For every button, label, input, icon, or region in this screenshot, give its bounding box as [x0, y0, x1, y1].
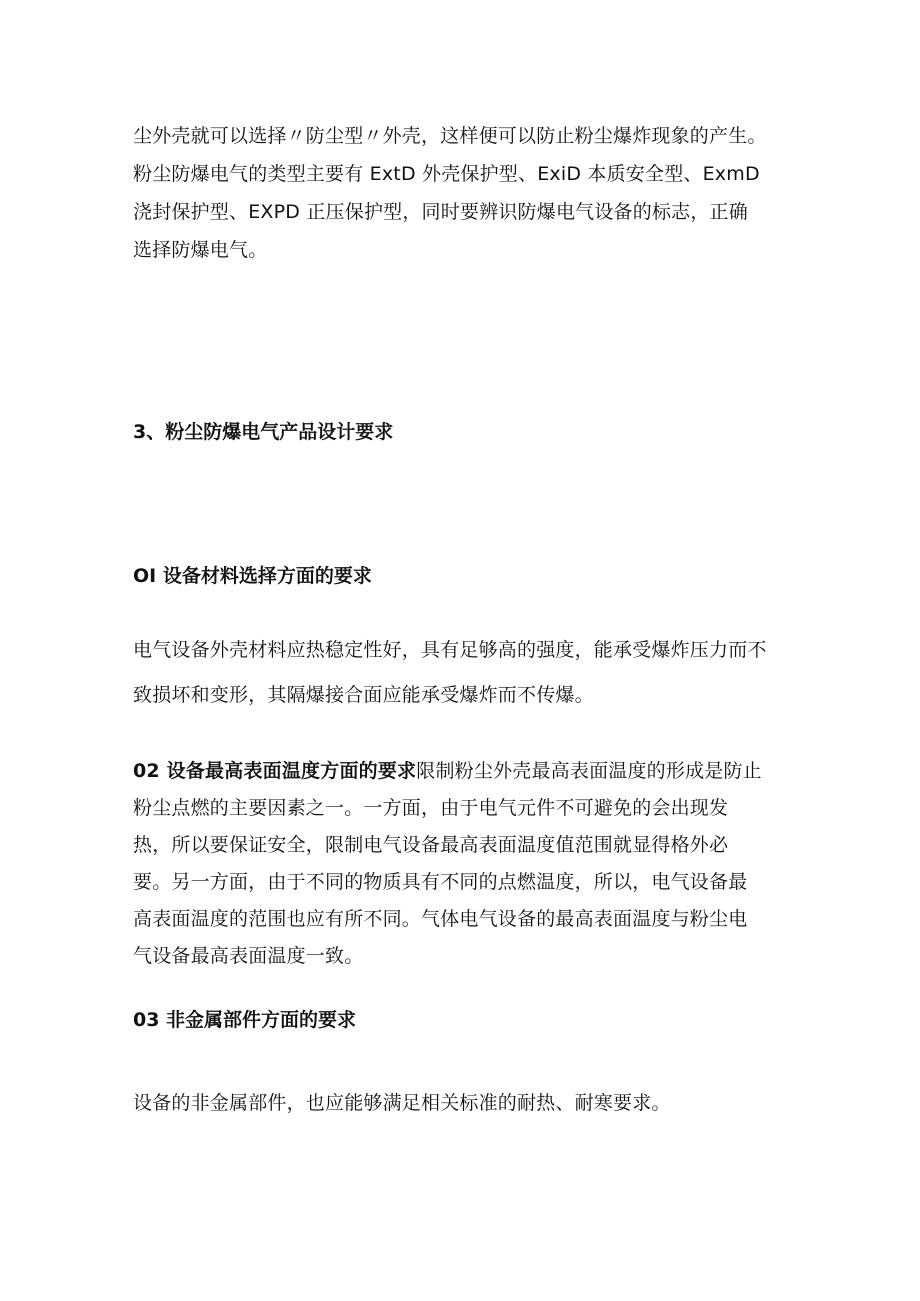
req02-first-line-text: 限制粉尘外壳最高表面温度的形成是防止 [416, 760, 762, 782]
req02-heading: 02 设备最高表面温度方面的要求 [133, 760, 417, 782]
req03-body: 设备的非金属部件，也应能够满足相关标准的耐热、耐寒要求。 [133, 1092, 671, 1114]
intro-line: 浇封保护型、EXPD 正压保护型，同时要辨识防爆电气设备的标志，正确 [133, 201, 748, 223]
req03-heading: 03 非金属部件方面的要求 [133, 1009, 357, 1031]
req02-line: 热，所以要保证安全，限制电气设备最高表面温度值范围就显得格外必 [133, 834, 729, 856]
section-heading: 3、粉尘防爆电气产品设计要求 [133, 421, 394, 443]
intro-line: 选择防爆电气。 [133, 239, 268, 261]
req01-line: 电气设备外壳材料应热稳定性好，具有足够高的强度，能承受爆炸压力而不 [133, 639, 767, 661]
req01-heading: OI 设备材料选择方面的要求 [133, 565, 372, 587]
req02-line: 要。另一方面，由于不同的物质具有不同的点燃温度，所以，电气设备最 [133, 871, 748, 893]
req02-line: 粉尘点燃的主要因素之一。一方面，由于电气元件不可避免的会出现发 [133, 797, 729, 819]
intro-line: 粉尘防爆电气的类型主要有 ExtD 外壳保护型、ExiD 本质安全型、ExmD [133, 163, 760, 185]
req02-paragraph [133, 753, 798, 975]
intro-paragraph [133, 117, 798, 269]
req02-line: 高表面温度的范围也应有所不同。气体电气设备的最高表面温度与粉尘电 [133, 908, 748, 930]
intro-line: 尘外壳就可以选择〃防尘型〃外壳，这样便可以防止粉尘爆炸现象的产生。 [133, 125, 767, 147]
req02-line: 气设备最高表面温度一致。 [133, 945, 364, 967]
req01-line: 致损坏和变形，其隔爆接合面应能承受爆炸而不传爆。 [133, 684, 594, 706]
req02-first-line [133, 753, 798, 790]
req01-body [133, 628, 798, 718]
